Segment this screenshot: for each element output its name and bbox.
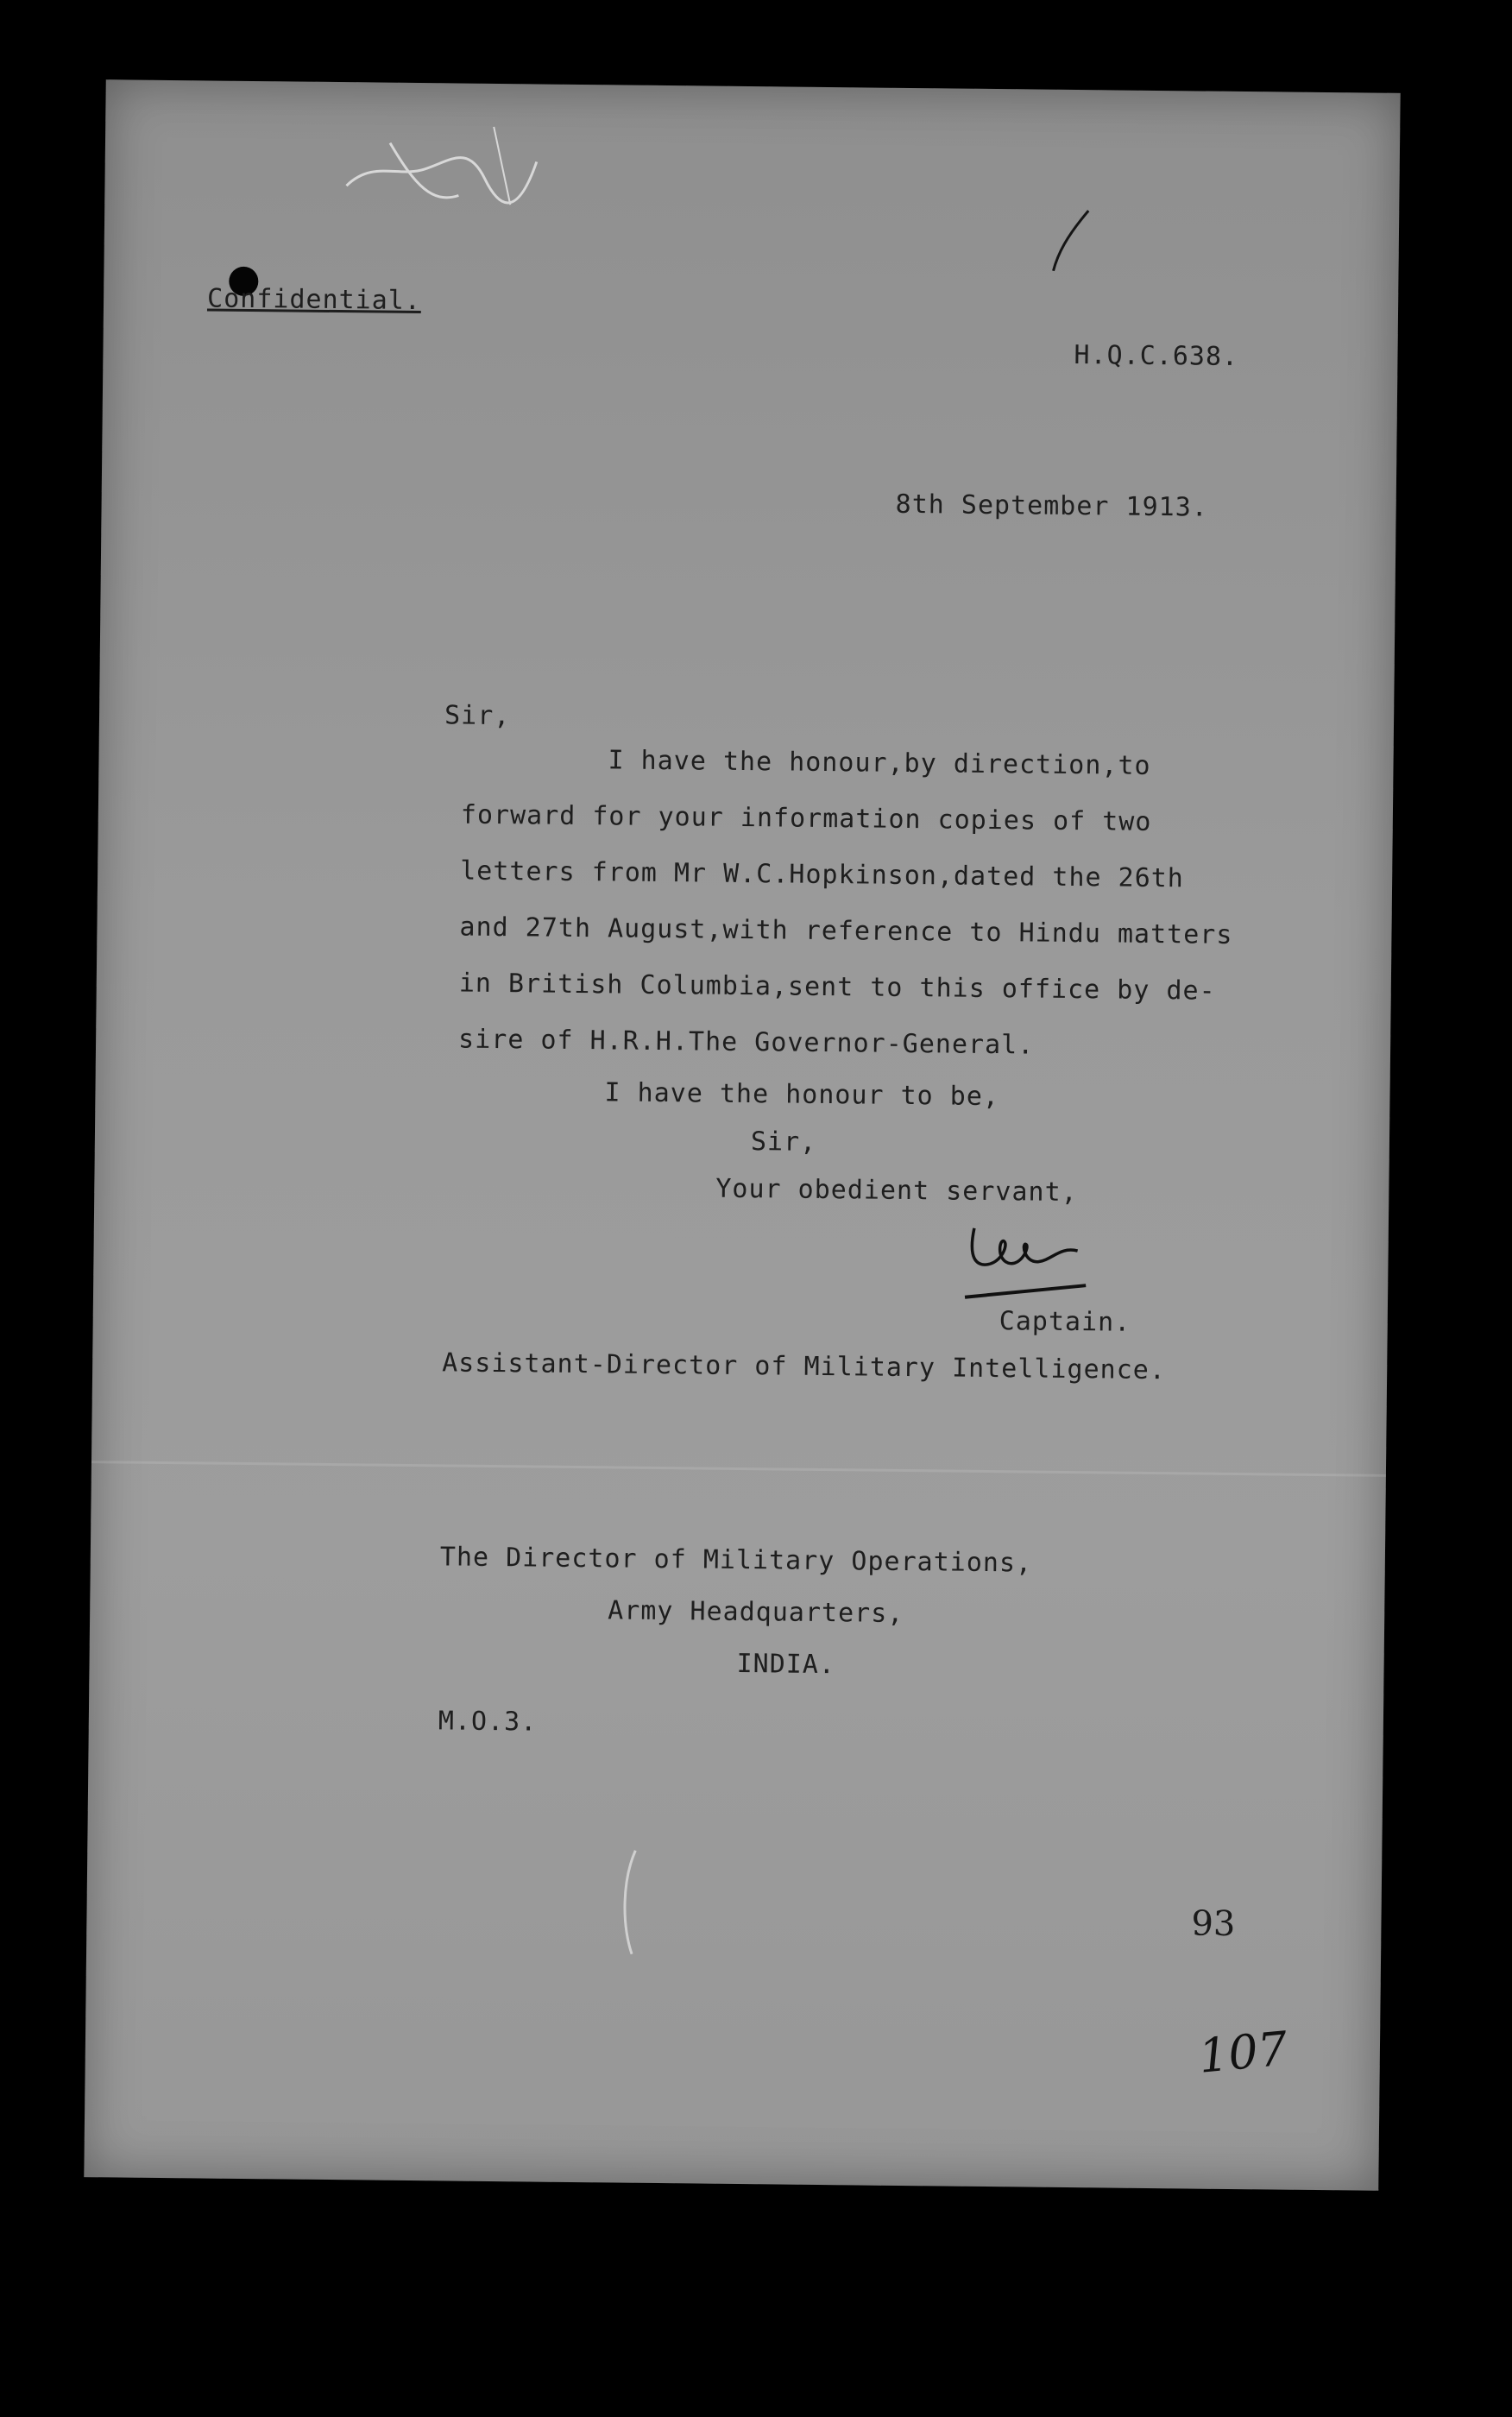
body-line: in British Columbia,sent to this office by de-: [458, 968, 1216, 1007]
addressee-line: Army Headquarters,: [608, 1595, 904, 1629]
signature: [956, 1211, 1112, 1308]
signature-rank: Captain.: [999, 1306, 1131, 1338]
body-line: sire of H.R.H.The Governor-General.: [457, 1024, 1035, 1061]
pencil-mark: [613, 1846, 648, 1958]
addressee-line: INDIA.: [736, 1648, 836, 1681]
letter-date: 8th September 1913.: [895, 489, 1208, 523]
handwritten-scribble-top: [337, 108, 564, 240]
closing-line: I have the honour to be,: [604, 1077, 1000, 1113]
classification-label: Confidential.: [206, 283, 422, 317]
folio-number-stamped: 93: [1191, 1903, 1236, 1945]
closing-line: Your obedient servant,: [715, 1173, 1078, 1208]
folio-number-handwritten: 107: [1196, 2021, 1290, 2084]
addressee-reference: M.O.3.: [438, 1706, 538, 1738]
signature-title: Assistant-Director of Military Intelligence.: [442, 1347, 1167, 1386]
body-line: forward for your information copies of two: [460, 799, 1152, 837]
closing-line: Sir,: [750, 1126, 817, 1158]
body-line: I have the honour,by direction,to: [608, 745, 1151, 781]
addressee-line: The Director of Military Operations,: [439, 1542, 1033, 1579]
document-page: [84, 79, 1400, 2191]
body-line: and 27th August,with reference to Hindu matters: [459, 912, 1233, 950]
reference-number: H.Q.C.638.: [1074, 339, 1239, 372]
check-mark-icon: [1044, 202, 1097, 281]
body-line: letters from Mr W.C.Hopkinson,dated the 26th: [460, 855, 1185, 894]
fold-line: [91, 1461, 1386, 1477]
salutation: Sir,: [444, 700, 511, 732]
